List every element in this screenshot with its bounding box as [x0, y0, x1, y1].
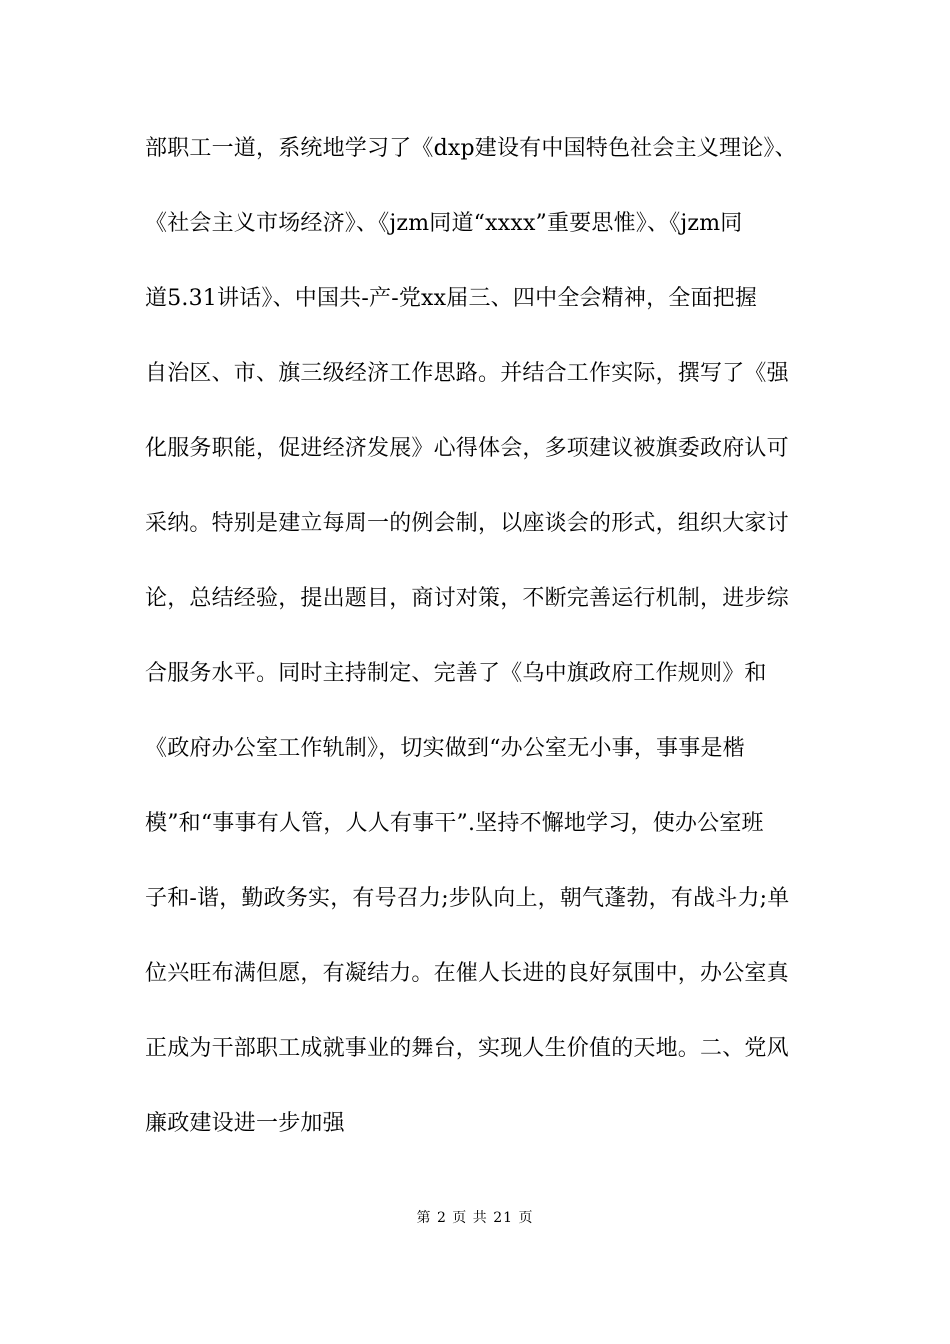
body-text-line-14: 廉政建设进一步加强 — [145, 1111, 345, 1136]
body-text-line-2: 《社会主义市场经济》、《jzm同道“xxxx”重要思惟》、《jzm同 — [145, 211, 743, 236]
body-text-line-13: 正成为干部职工成就事业的舞台，实现人生价值的天地。二、党风 — [145, 1036, 789, 1061]
body-text-line-10: 模”和“事事有人管，人人有事干”.坚持不懈地学习，使办公室班 — [145, 811, 764, 836]
body-text-line-4: 自治区、市、旗三级经济工作思路。并结合工作实际，撰写了《强 — [145, 361, 789, 386]
body-text-line-11: 子和-谐，勤政务实，有号召力;步队向上，朝气蓬勃，有战斗力;单 — [145, 886, 790, 911]
body-text-line-7: 论，总结经验，提出题目，商讨对策，不断完善运行机制，进步综 — [145, 586, 789, 611]
body-text-line-5: 化服务职能，促进经济发展》心得体会，多项建议被旗委政府认可 — [145, 436, 789, 461]
body-text-line-9: 《政府办公室工作轨制》，切实做到“办公室无小事，事事是楷 — [145, 736, 745, 761]
body-text-line-12: 位兴旺布满但愿，有凝结力。在催人长进的良好氛围中，办公室真 — [145, 961, 789, 986]
body-text-line-8: 合服务水平。同时主持制定、完善了《乌中旗政府工作规则》和 — [145, 661, 767, 686]
body-text-line-6: 采纳。特别是建立每周一的例会制，以座谈会的形式，组织大家讨 — [145, 511, 789, 536]
body-text-line-3: 道5.31讲话》、中国共-产-党xx届三、四中全会精神，全面把握 — [145, 286, 758, 311]
page-number-footer: 第 2 页 共 21 页 — [416, 1210, 534, 1226]
body-text-line-1: 部职工一道，系统地学习了《dxp建设有中国特色社会主义理论》、 — [145, 136, 797, 161]
